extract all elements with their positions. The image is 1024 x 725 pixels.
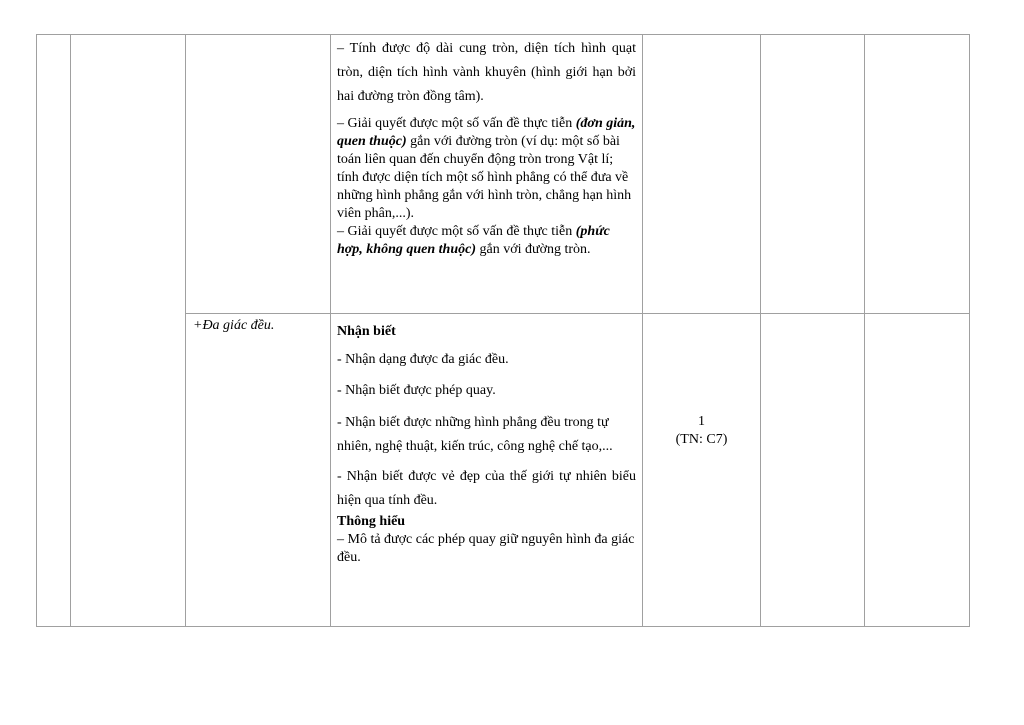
cell-chapter [71, 35, 186, 627]
cell-count-3 [865, 35, 970, 314]
cell-count-1 [643, 314, 761, 627]
section-heading: Nhận biết [337, 324, 396, 339]
cell-index [37, 35, 71, 627]
cell-count-3 [865, 314, 970, 627]
question-count: 1 [698, 414, 705, 429]
requirement-text: - Nhận dạng được đa giác đều. [337, 352, 509, 367]
cell-requirements [331, 314, 643, 627]
emphasis-text: (phức hợp, không quen thuộc) [337, 224, 610, 257]
cell-count-2 [761, 314, 865, 627]
topic-label: +Đa giác đều. [193, 318, 275, 333]
content-table [36, 34, 970, 627]
requirement-text: – Tính được độ dài cung tròn, diện tích hình quạt tròn, diện tích hình vành khuyên (hình giới hạn bởi hai đường tròn đồng tâm). [337, 41, 636, 104]
requirement-text: – Giải quyết được một số vấn đề thực tiễn (phức hợp, không quen thuộc) gắn với đường tròn. [337, 224, 610, 257]
cell-topic [186, 314, 331, 627]
requirement-text: - Nhận biết được vẻ đẹp của thế giới tự nhiên biểu hiện qua tính đều. [337, 469, 636, 508]
cell-topic [186, 35, 331, 314]
table-row [37, 35, 970, 314]
requirement-text: - Nhận biết được những hình phẳng đều trong tự nhiên, nghệ thuật, kiến trúc, công nghệ chế tạo,... [337, 415, 613, 454]
cell-requirements [331, 35, 643, 314]
requirement-text: – Giải quyết được một số vấn đề thực tiễn (đơn giản, quen thuộc) gắn với đường tròn (ví dụ: một số bài toán liên quan đến chuyển động tròn trong Vật lí; tính được diện tích một số hình phẳng có thể đưa về những hình phẳng gắn với hình tròn, chẳng hạn hình viên phân,...). [337, 116, 636, 221]
cell-count-2 [761, 35, 865, 314]
emphasis-text: (đơn giản, quen thuộc) [337, 116, 636, 149]
requirement-text: - Nhận biết được phép quay. [337, 383, 496, 398]
question-code: (TN: C7) [675, 432, 728, 447]
cell-count-1 [643, 35, 761, 314]
section-heading: Thông hiểu [337, 514, 406, 529]
question-mark [643, 314, 760, 449]
requirement-text: – Mô tả được các phép quay giữ nguyên hình đa giác đều. [337, 532, 635, 565]
